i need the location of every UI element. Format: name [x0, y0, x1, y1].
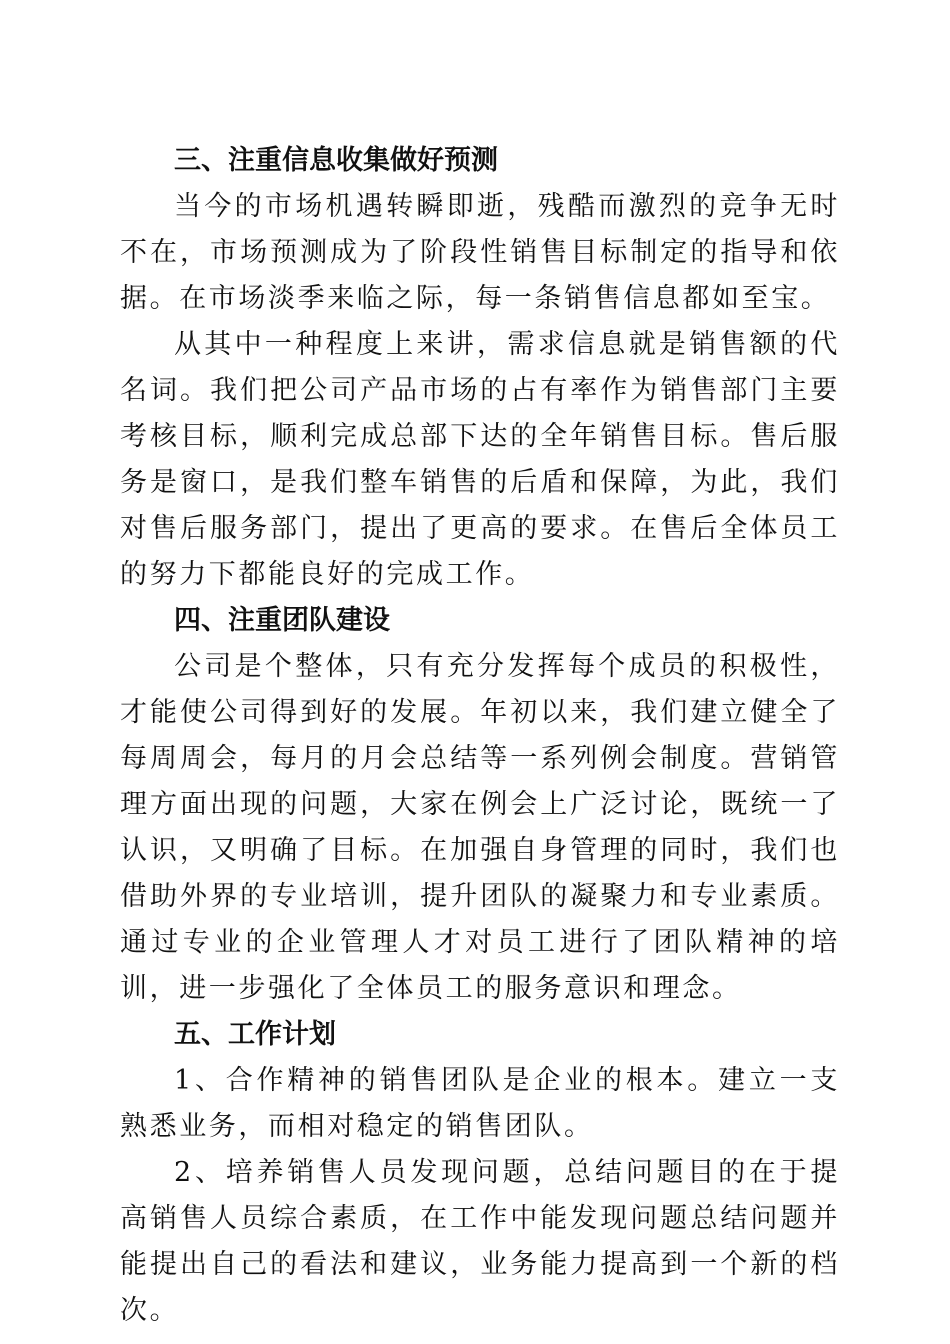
paragraph: 公司是个整体，只有充分发挥每个成员的积极性，才能使公司得到好的发展。年初以来，我们建立健全了每周周会，每月的月会总结等一系列例会制度。营销管理方面出现的问题，大家在例会上广泛讨论，既统一了认识，又明确了目标。在加强自身管理的同时，我们也借助外界的专业培训，提升团队的凝聚力和专业素质。通过专业的企业管理人才对员工进行了团队精神的培训，进一步强化了全体员工的服务意识和理念。 [120, 651, 840, 1004]
section-heading-work-plan: 五、工作计划 [174, 1019, 336, 1050]
document-body [120, 138, 840, 1334]
list-item: 1、合作精神的销售团队是企业的根本。建立一支熟悉业务，而相对稳定的销售团队。 [120, 1065, 840, 1142]
paragraph: 当今的市场机遇转瞬即逝，残酷而激烈的竞争无时不在，市场预测成为了阶段性销售目标制定的指导和依据。在市场淡季来临之际，每一条销售信息都如至宝。 [120, 191, 840, 314]
paragraph: 从其中一种程度上来讲，需求信息就是销售额的代名词。我们把公司产品市场的占有率作为销售部门主要考核目标，顺利完成总部下达的全年销售目标。售后服务是窗口，是我们整车销售的后盾和保障，为此，我们对售后服务部门，提出了更高的要求。在售后全体员工的努力下都能良好的完成工作。 [120, 329, 840, 590]
section-heading-information-collection: 三、注重信息收集做好预测 [174, 145, 498, 176]
section-heading-team-building: 四、注重团队建设 [174, 605, 390, 636]
list-item: 2、培养销售人员发现问题，总结问题目的在于提高销售人员综合素质，在工作中能发现问题总结问题并能提出自己的看法和建议，业务能力提高到一个新的档次。 [120, 1157, 840, 1326]
